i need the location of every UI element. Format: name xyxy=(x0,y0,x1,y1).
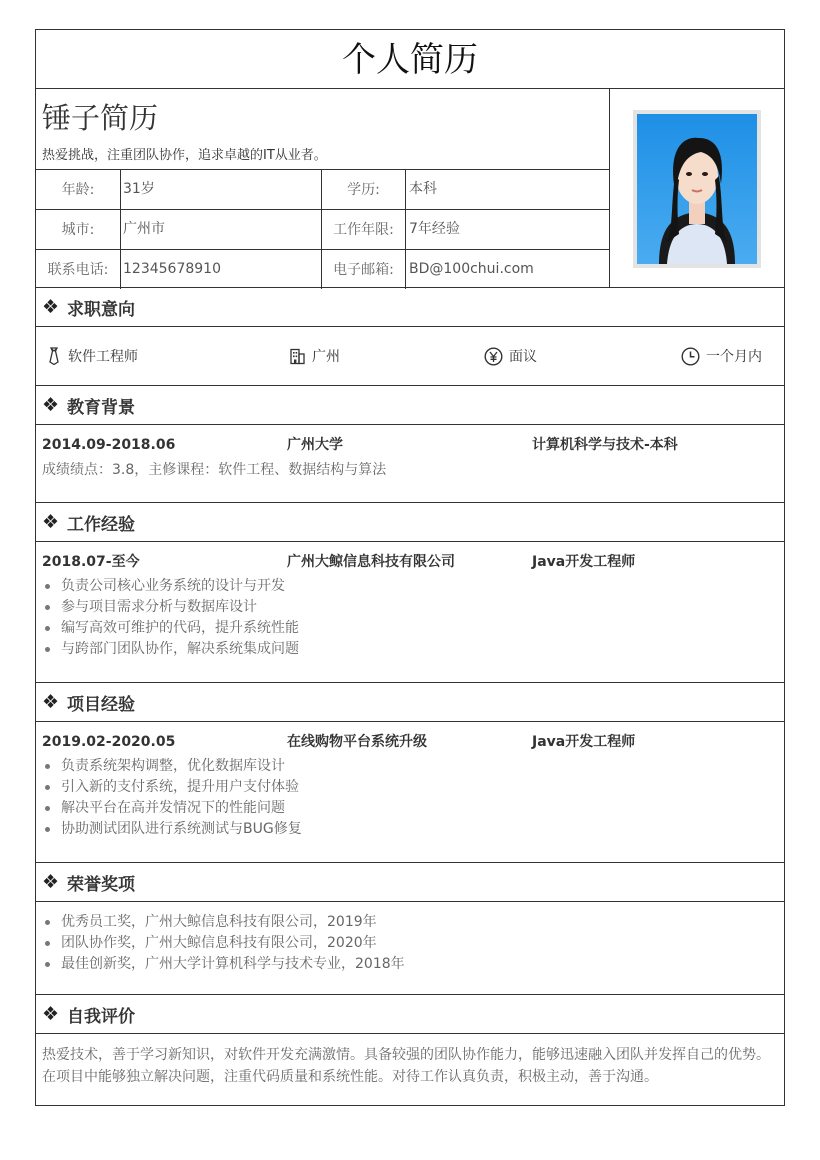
work-row xyxy=(36,551,784,573)
project-duties xyxy=(36,756,784,840)
diamond-icon: ❖ xyxy=(42,394,60,416)
info-value: 本科 xyxy=(409,181,437,197)
diamond-icon: ❖ xyxy=(42,871,60,893)
intent-position: 软件工程师 xyxy=(36,346,289,366)
section-heading-project: ❖ 项目经验 xyxy=(36,683,784,722)
list-item: 解决平台在高并发情况下的性能问题 xyxy=(42,798,784,819)
list-item: 编写高效可维护的代码，提升系统性能 xyxy=(42,618,784,639)
section-heading-work: ❖ 工作经验 xyxy=(36,503,784,542)
project-period: 2019.02-2020.05 xyxy=(42,734,176,750)
section-heading-self: ❖ 自我评价 xyxy=(36,995,784,1034)
intent-availability: 一个月内 xyxy=(681,346,762,366)
person-name: 锤子简历 xyxy=(42,101,159,135)
info-value: 12345678910 xyxy=(121,250,322,289)
resume-sheet xyxy=(35,29,785,1106)
project-section xyxy=(36,722,784,863)
info-table xyxy=(36,169,609,289)
self-evaluation-line: 热爱技术，善于学习新知识，对软件开发充满激情。具备较强的团队协作能力，能够迅速融入团队并发挥自己的优势。 xyxy=(42,1047,770,1063)
tie-icon xyxy=(46,347,62,365)
building-icon xyxy=(289,348,306,365)
work-duties xyxy=(36,576,784,660)
project-name: 在线购物平台系统升级 xyxy=(287,734,427,750)
info-value: BD@100chui.com xyxy=(409,261,534,277)
list-item: 协助测试团队进行系统测试与BUG修复 xyxy=(42,819,784,840)
info-value: 7年经验 xyxy=(409,221,460,237)
awards-list xyxy=(36,912,784,975)
person-portrait-icon xyxy=(637,114,757,264)
education-major: 计算机科学与技术-本科 xyxy=(532,437,678,453)
diamond-icon: ❖ xyxy=(42,296,60,318)
clock-icon xyxy=(681,347,700,366)
intent-salary: 面议 xyxy=(484,346,681,366)
info-row xyxy=(36,169,609,209)
list-item: 最佳创新奖，广州大学计算机科学与技术专业，2018年 xyxy=(42,954,784,975)
info-label: 联系电话: xyxy=(47,262,109,278)
diamond-icon: ❖ xyxy=(42,691,60,713)
work-section xyxy=(36,542,784,683)
profile-header xyxy=(36,89,784,288)
education-row xyxy=(36,434,784,456)
info-row xyxy=(36,209,609,249)
job-intent xyxy=(36,327,784,386)
section-heading-awards: ❖ 荣誉奖项 xyxy=(36,863,784,902)
diamond-icon: ❖ xyxy=(42,1003,60,1025)
document-title: 个人简历 xyxy=(36,30,784,89)
diamond-icon: ❖ xyxy=(42,511,60,533)
list-item: 参与项目需求分析与数据库设计 xyxy=(42,597,784,618)
person-motto: 热爱挑战，注重团队协作，追求卓越的IT从业者。 xyxy=(42,148,327,163)
project-role: Java开发工程师 xyxy=(532,734,636,750)
education-school: 广州大学 xyxy=(287,437,343,453)
yen-icon xyxy=(484,347,503,366)
list-item: 引入新的支付系统，提升用户支付体验 xyxy=(42,777,784,798)
project-row xyxy=(36,731,784,753)
intent-city: 广州 xyxy=(289,346,484,366)
info-label: 年龄: xyxy=(61,182,95,198)
section-heading-education: ❖ 教育背景 xyxy=(36,386,784,425)
info-row xyxy=(36,249,609,289)
list-item: 与跨部门团队协作，解决系统集成问题 xyxy=(42,639,784,660)
list-item: 团队协作奖，广州大鲸信息科技有限公司，2020年 xyxy=(42,933,784,954)
info-label: 学历: xyxy=(347,182,380,198)
info-label: 城市: xyxy=(61,222,95,238)
awards-section xyxy=(36,902,784,995)
education-section xyxy=(36,425,784,503)
work-company: 广州大鲸信息科技有限公司 xyxy=(287,554,455,570)
education-desc: 成绩绩点：3.8，主修课程：软件工程、数据结构与算法 xyxy=(42,462,387,478)
list-item: 负责系统架构调整，优化数据库设计 xyxy=(42,756,784,777)
self-evaluation-line: 在项目中能够独立解决问题，注重代码质量和系统性能。对待工作认真负责，积极主动，善于沟通。 xyxy=(42,1069,658,1085)
section-heading-intent: ❖ 求职意向 xyxy=(36,288,784,327)
info-label: 电子邮箱: xyxy=(333,262,394,278)
profile-info xyxy=(36,89,610,287)
profile-photo xyxy=(633,110,761,268)
info-label: 工作年限: xyxy=(333,222,394,238)
education-period: 2014.09-2018.06 xyxy=(42,437,176,453)
info-value: 广州市 xyxy=(121,210,322,249)
work-period: 2018.07-至今 xyxy=(42,554,140,570)
list-item: 负责公司核心业务系统的设计与开发 xyxy=(42,576,784,597)
info-value: 31岁 xyxy=(121,170,322,209)
list-item: 优秀员工奖，广州大鲸信息科技有限公司，2019年 xyxy=(42,912,784,933)
work-role: Java开发工程师 xyxy=(532,554,636,570)
self-evaluation xyxy=(36,1034,784,1105)
